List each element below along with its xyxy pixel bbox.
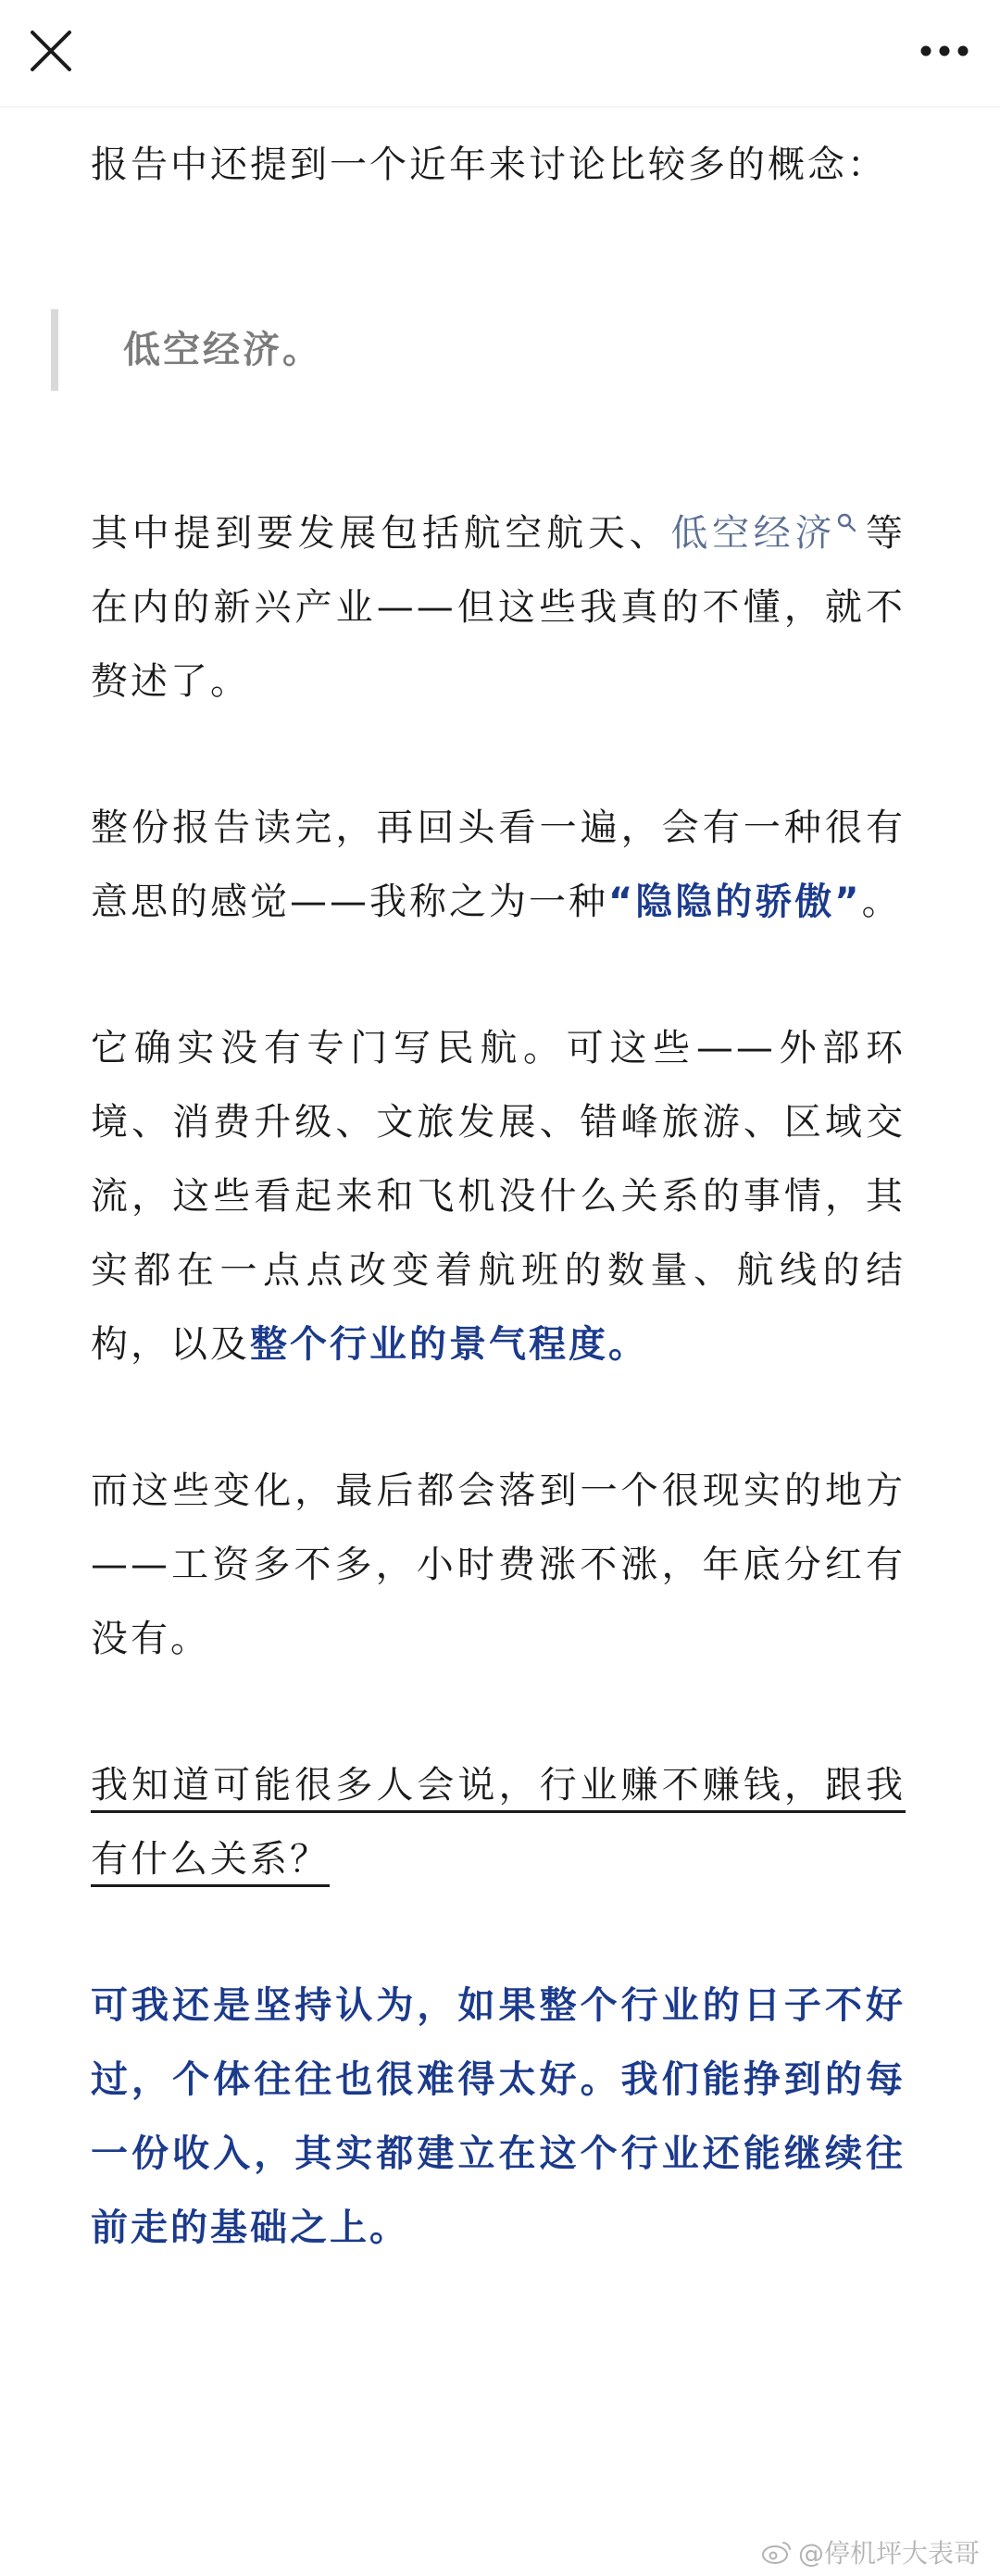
more-options-button[interactable] <box>898 19 991 83</box>
search-icon[interactable] <box>836 512 856 534</box>
close-icon <box>19 19 83 83</box>
weibo-logo-icon <box>761 2539 793 2565</box>
top-bar <box>0 0 1000 107</box>
more-dots-icon <box>898 19 991 83</box>
paragraph-conclusion: 可我还是坚持认为，如果整个行业的日子不好过，个体往往也很难得太好。我们能挣到的每一份收入，其实都建立在这个行业还能继续往前走的基础之上。 <box>91 1984 906 2249</box>
underlined-text: 我知道可能很多人会说，行业赚不赚钱，跟我有什么关系？ <box>91 1764 906 1881</box>
close-button[interactable] <box>19 19 83 83</box>
paragraph-text: 它确实没有专门写民航。可这些——外部环境、消费升级、文旅发展、错峰旅游、区域交流，这些看起来和飞机没什么关系的事情，其实都在一点点改变着航班的数量、航线的结构，以及 <box>91 1027 906 1366</box>
paragraph-feeling <box>91 791 906 939</box>
paragraph-emerging-industries <box>91 496 906 719</box>
article-body <box>91 106 906 2265</box>
watermark-text: @停机坪大表哥 <box>797 2538 980 2569</box>
paragraph-text: 。 <box>861 881 902 923</box>
highlight-text: “隐隐的骄傲” <box>608 881 862 923</box>
paragraph-text: 其中提到要发展包括航空航天、 <box>91 512 671 555</box>
paragraph-industry-change <box>91 1011 906 1382</box>
paragraph-text: 整份报告读完，再回头看一遍，会有一种很有意思的感觉——我称之为一种 <box>91 807 906 923</box>
paragraph-intro: 报告中还提到一个近年来讨论比较多的概念： <box>91 144 887 186</box>
paragraph-income: 而这些变化，最后都会落到一个很现实的地方——工资多不多，小时费涨不涨，年底分红有没有。 <box>91 1469 906 1660</box>
paragraph-question <box>91 1748 906 1896</box>
watermark <box>761 2533 980 2570</box>
blockquote: 低空经济。 <box>51 309 906 391</box>
search-link[interactable]: 低空经济 <box>670 512 837 555</box>
paragraph-text: 等在内的新兴产业——但这些我真的不懂，就不赘述了。 <box>91 512 906 703</box>
highlight-text: 整个行业的景气程度。 <box>250 1323 648 1366</box>
